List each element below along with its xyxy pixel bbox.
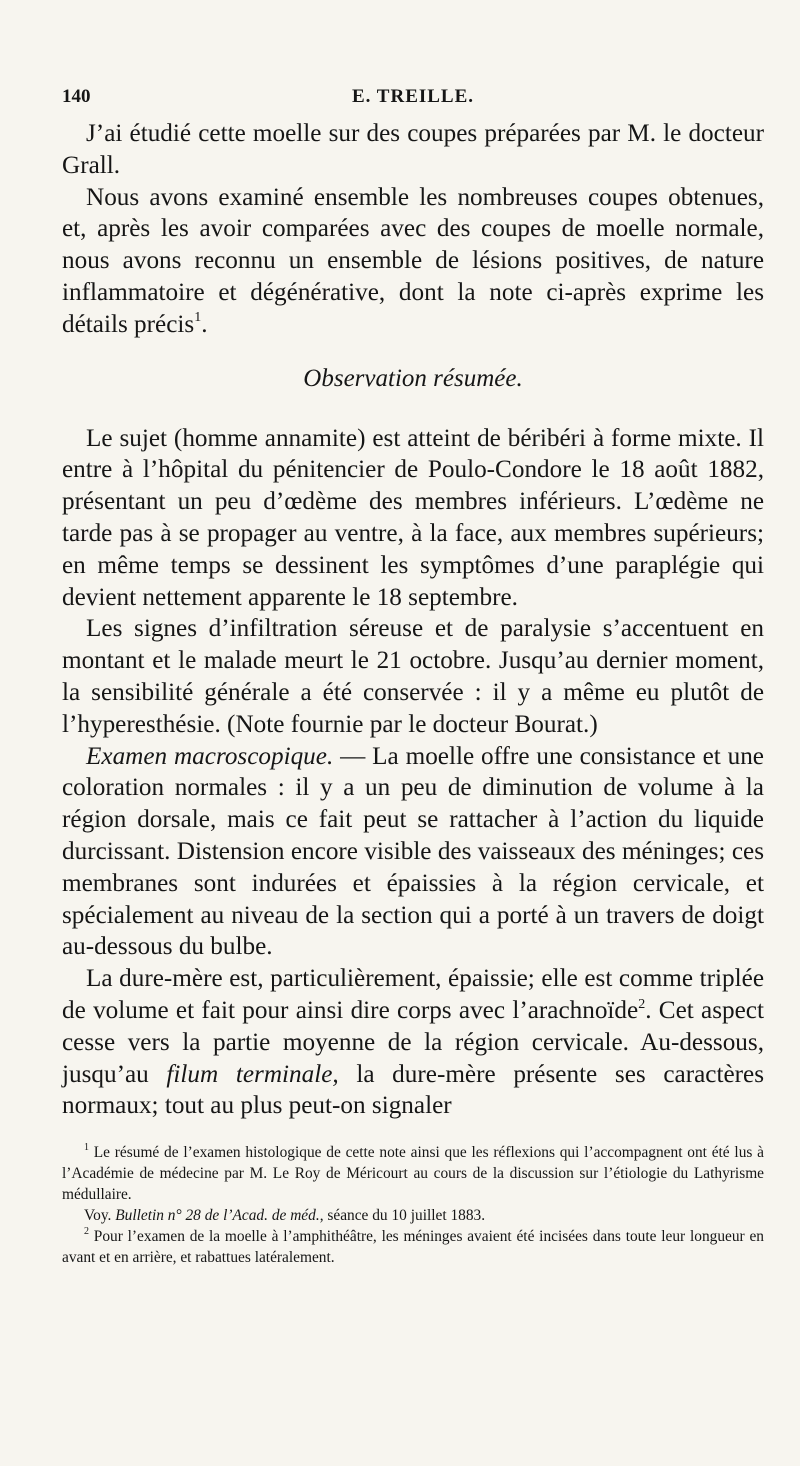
paragraph-dura-mater: La dure-mère est, particulièrement, épaissie; elle est comme triplée de volume et fait pour ainsi dire corps avec l’arachnoïde$^2$. Cet aspect cesse vers la partie moyenne de la région cervicale. Au-dessous, jusqu’au filum terminale, la dure-mère présente ses caractères normaux; tout au plus peut-on signaler xyxy=(62,965,764,1120)
paragraph-examination: Nous avons examiné ensemble les nombreuses coupes obtenues, et, après les avoir comparées avec des coupes de moelle normale, nous avons reconnu un ensemble de lésions positives, de nature inflammatoire et dégénérative, dont la note ci-après exprime les détails précis$^1$. xyxy=(62,183,764,338)
paragraph-case: Le sujet (homme annamite) est atteint de béribéri à forme mixte. Il entre à l’hôpital du pénitencier de Poulo-Condore le 18 août 1882, présentant un peu d’œdème des membres inférieurs. L’œdème ne tarde pas à se propager au ventre, à la face, aux membres supérieurs; en même temps se dessinent les symptômes d’une paraplégie qui devient nettement apparente le 18 septembre. xyxy=(62,424,764,611)
paragraph-intro: J’ai étudié cette moelle sur des coupes préparées par M. le docteur Grall. xyxy=(62,120,764,179)
page-header xyxy=(62,86,764,118)
footnote-ref-2: 2 xyxy=(638,996,646,1012)
macroscopic-heading: Examen macroscopique. xyxy=(86,742,334,770)
paragraph-progression: Les signes d’infiltration séreuse et de paralysie s’accentuent en montant et le malade meurt le 21 octobre. Jusqu’au dernier moment, la sensibilité générale a été conservée : il y a même eu plutôt de l’hyperesthésie. (Note fournie par le docteur Bourat.) xyxy=(62,615,764,738)
footnote-1: $^1$ Le résumé de l’examen histologique de cette note ainsi que les réflexions qui l’accompagnent ont été lus à l’Académie de médecine par M. Le Roy de Méricourt au cours de la discussion sur l’étiologie du Lathyrisme médullaire. xyxy=(62,1141,764,1204)
main-text xyxy=(62,118,764,1122)
section-title: Observation résumée. xyxy=(303,364,523,392)
footnotes xyxy=(62,1142,764,1268)
footnote-2: $^2$ Pour l’examen de la moelle à l’amphithéâtre, les méninges avaient été incisées dans toute leur longueur en avant et en arrière, et rabattues latéralement. xyxy=(62,1225,764,1267)
book-page xyxy=(62,86,764,1268)
running-title: E. TREILLE. xyxy=(351,86,475,107)
paragraph-macroscopic: Examen macroscopique. — La moelle offre une consistance et une coloration normales : il y a un peu de diminution de volume à la région dorsale, mais ce fait peut se rattacher à l’action du liquide durcissant. Distension encore visible des vaisseaux des méninges; ces membranes sont indurées et épaissies à la région cervicale, et spécialement au niveau de la section qui a porté à un travers de doigt au-dessous du bulbe. xyxy=(62,742,764,961)
footnote-ref-1: 1 xyxy=(194,310,202,326)
footnote-1-reference: Voy. Bulletin n° 28 de l’Acad. de méd., séance du 10 juillet 1883. xyxy=(84,1207,486,1225)
page-number: 140 xyxy=(62,86,91,107)
